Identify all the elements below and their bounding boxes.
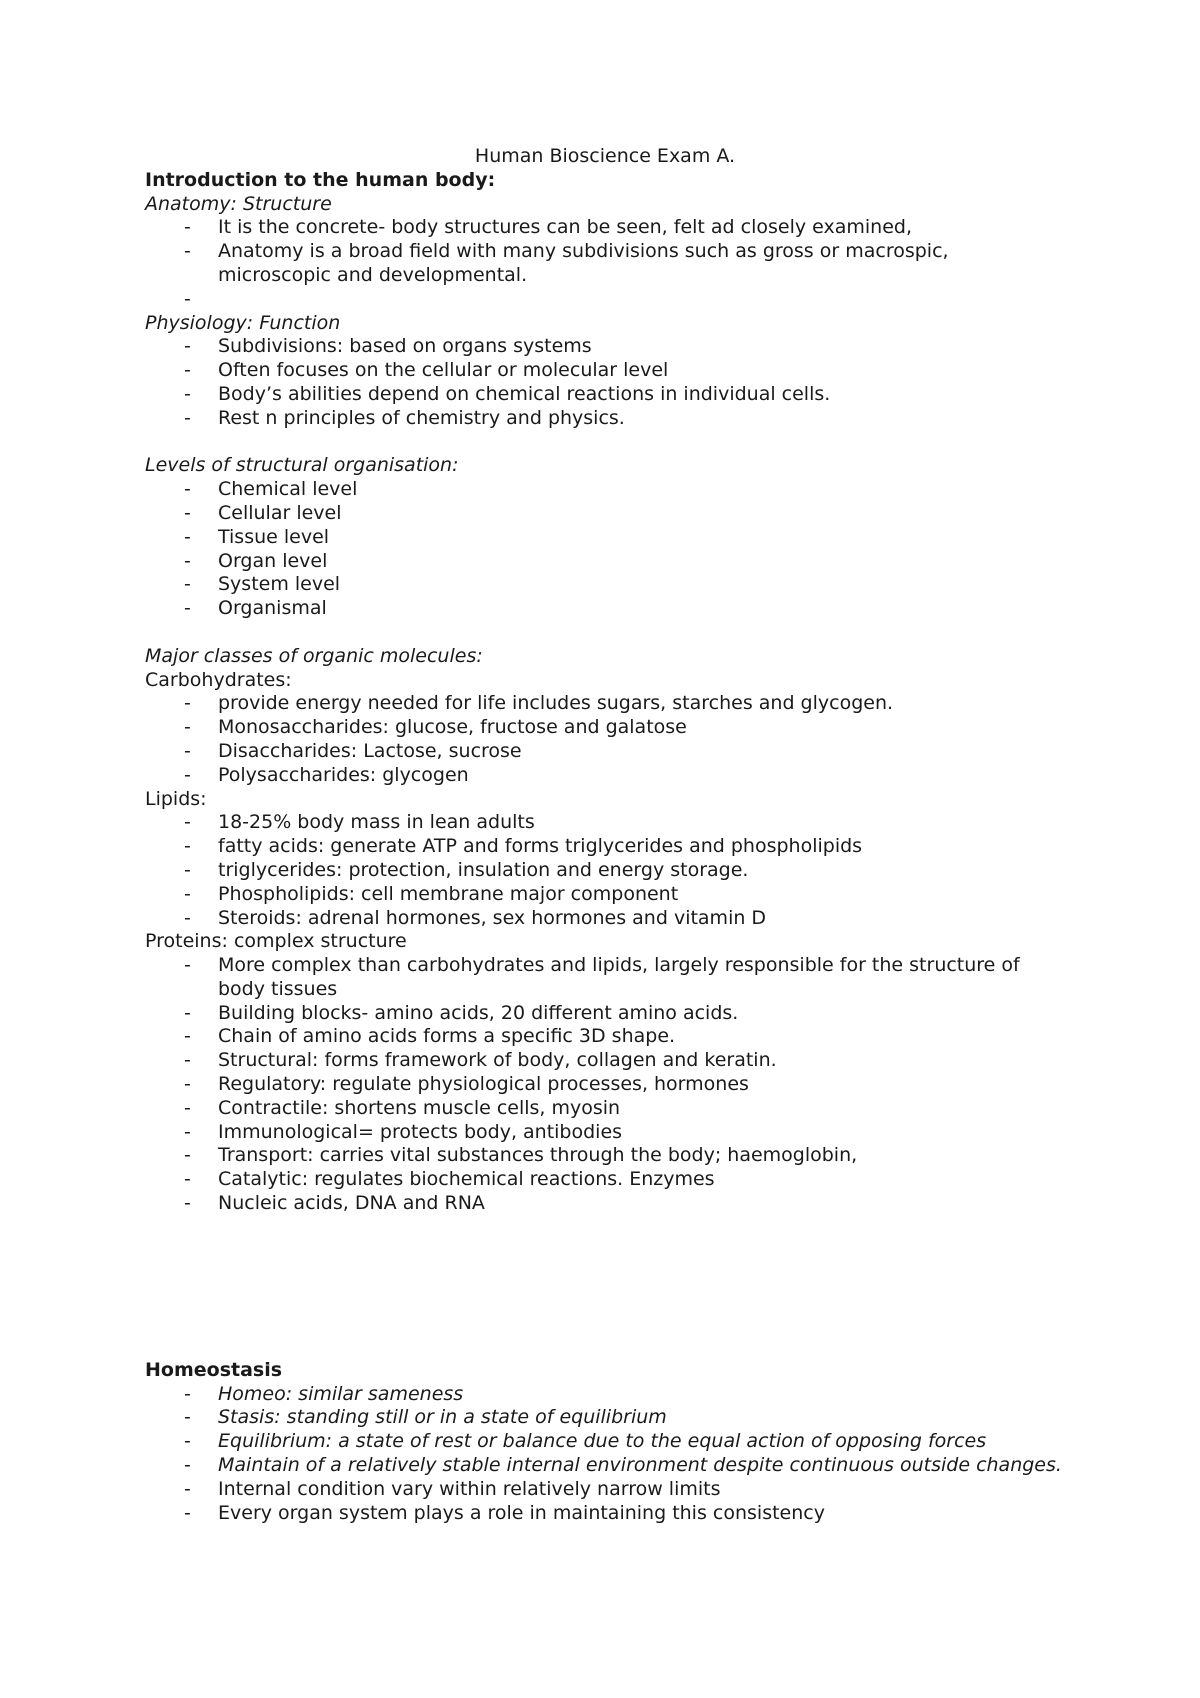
dash-marker: - — [184, 525, 191, 548]
dash-marker: - — [184, 1144, 191, 1167]
spacer — [145, 621, 1065, 645]
list-item-text: Rest n principles of chemistry and physics. — [218, 406, 625, 429]
list-item — [145, 597, 1065, 621]
physiology-list — [145, 335, 1065, 430]
list-item — [145, 1406, 1065, 1430]
dash-marker: - — [184, 335, 191, 358]
list-item-text: Subdivisions: based on organs systems — [218, 335, 592, 358]
lipids-heading: Lipids: — [145, 787, 207, 810]
list-item-text: Building blocks- amino acids, 20 different amino acids. — [218, 1001, 739, 1024]
levels-list — [145, 478, 1065, 621]
list-item-text: Anatomy is a broad field with many subdivisions such as gross or macrospic, microscopic and developmental. — [218, 240, 949, 286]
list-item-text: Steroids: adrenal hormones, sex hormones and vitamin D — [218, 906, 767, 929]
list-item — [145, 1502, 1065, 1526]
list-item — [145, 550, 1065, 574]
list-item — [145, 954, 1065, 1002]
list-item-text: Internal condition vary within relatively narrow limits — [218, 1477, 721, 1500]
list-item-text: Maintain of a relatively stable internal environment despite continuous outside changes. — [218, 1454, 1062, 1477]
proteins-heading: Proteins: complex structure — [145, 930, 407, 953]
dash-marker: - — [184, 478, 191, 501]
list-item — [145, 1049, 1065, 1073]
list-item — [145, 859, 1065, 883]
list-item-text: Catalytic: regulates biochemical reactions. Enzymes — [218, 1168, 715, 1191]
dash-marker: - — [184, 1477, 191, 1500]
list-item — [145, 1073, 1065, 1097]
list-item-text: Regulatory: regulate physiological processes, hormones — [218, 1073, 749, 1096]
list-item — [145, 1002, 1065, 1026]
list-item — [145, 716, 1065, 740]
dash-marker: - — [184, 858, 191, 881]
list-item-text: Contractile: shortens muscle cells, myosin — [218, 1096, 621, 1119]
list-item — [145, 478, 1065, 502]
proteins-list — [145, 954, 1065, 1216]
dash-marker: - — [184, 216, 191, 239]
list-item — [145, 1121, 1065, 1145]
dash-marker: - — [184, 1192, 191, 1215]
dash-marker: - — [184, 692, 191, 715]
list-item — [145, 359, 1065, 383]
list-item-text: triglycerides: protection, insulation and energy storage. — [218, 858, 749, 881]
list-item — [145, 407, 1065, 431]
list-item-text: Cellular level — [218, 501, 342, 524]
list-item — [145, 1430, 1065, 1454]
dash-marker: - — [184, 763, 191, 786]
dash-marker: - — [184, 739, 191, 762]
list-item-text: It is the concrete- body structures can be seen, felt ad closely examined, — [218, 216, 913, 239]
list-item-text: Stasis: standing still or in a state of equilibrium — [218, 1406, 667, 1429]
list-item — [145, 1168, 1065, 1192]
list-item — [145, 811, 1065, 835]
list-item-text: Chain of amino acids forms a specific 3D shape. — [218, 1025, 676, 1048]
dash-marker: - — [184, 1025, 191, 1048]
list-item-text: 18-25% body mass in lean adults — [218, 811, 535, 834]
dash-marker: - — [184, 954, 191, 977]
molecules-heading: Major classes of organic molecules: — [145, 644, 483, 667]
anatomy-heading: Anatomy: Structure — [145, 192, 332, 215]
homeostasis-heading: Homeostasis — [145, 1358, 283, 1381]
dash-marker: - — [184, 906, 191, 929]
list-item-text: Nucleic acids, DNA and RNA — [218, 1192, 485, 1215]
spacer — [145, 431, 1065, 455]
list-item-text: Homeo: similar sameness — [218, 1382, 464, 1405]
list-item-text: Monosaccharides: glucose, fructose and galatose — [218, 716, 687, 739]
list-item-text: provide energy needed for life includes sugars, starches and glycogen. — [218, 692, 894, 715]
dash-marker: - — [184, 573, 191, 596]
dash-marker: - — [184, 406, 191, 429]
list-item-text: Body’s abilities depend on chemical reactions in individual cells. — [218, 382, 831, 405]
dash-marker: - — [184, 1501, 191, 1524]
homeostasis-list — [145, 1478, 1065, 1526]
list-item — [145, 883, 1065, 907]
dash-marker: - — [184, 1073, 191, 1096]
dash-marker: - — [184, 240, 191, 263]
dash-marker: - — [184, 1406, 191, 1429]
dash-marker: - — [184, 811, 191, 834]
dash-marker: - — [184, 359, 191, 382]
list-item-text: Phospholipids: cell membrane major component — [218, 882, 679, 905]
list-item-text: Tissue level — [218, 525, 330, 548]
list-item-text: Organ level — [218, 549, 328, 572]
list-item — [145, 1383, 1065, 1407]
list-item — [145, 383, 1065, 407]
dash-marker: - — [184, 1382, 191, 1405]
dash-marker: - — [184, 382, 191, 405]
homeostasis-definitions-list — [145, 1383, 1065, 1478]
list-item — [145, 502, 1065, 526]
list-item — [145, 216, 1065, 240]
dash-marker: - — [184, 549, 191, 572]
list-item — [145, 1454, 1065, 1478]
dash-marker: - — [184, 716, 191, 739]
anatomy-list — [145, 216, 1065, 311]
dash-marker: - — [184, 1168, 191, 1191]
list-item — [145, 288, 1065, 312]
dash-marker: - — [184, 1430, 191, 1453]
carbohydrates-list — [145, 692, 1065, 787]
intro-heading: Introduction to the human body: — [145, 168, 496, 191]
list-item-text: More complex than carbohydrates and lipids, largely responsible for the structure of body tissues — [218, 954, 1020, 1000]
document-title: Human Bioscience Exam A. — [474, 145, 736, 167]
list-item-text: Disaccharides: Lactose, sucrose — [218, 739, 522, 762]
dash-marker: - — [184, 1120, 191, 1143]
dash-marker: - — [184, 287, 191, 310]
spacer — [145, 1216, 1065, 1359]
list-item — [145, 835, 1065, 859]
list-item-text: Organismal — [218, 597, 327, 620]
dash-marker: - — [184, 501, 191, 524]
list-item — [145, 1025, 1065, 1049]
dash-marker: - — [184, 597, 191, 620]
dash-marker: - — [184, 1001, 191, 1024]
list-item — [145, 907, 1065, 931]
list-item — [145, 692, 1065, 716]
list-item-text: Polysaccharides: glycogen — [218, 763, 469, 786]
list-item-text: Chemical level — [218, 478, 358, 501]
list-item-text: System level — [218, 573, 341, 596]
list-item — [145, 335, 1065, 359]
document-content — [145, 145, 1065, 1525]
levels-heading: Levels of structural organisation: — [145, 454, 459, 477]
dash-marker: - — [184, 835, 191, 858]
list-item — [145, 573, 1065, 597]
list-item — [145, 240, 1065, 288]
list-item — [145, 1192, 1065, 1216]
list-item-text: Equilibrium: a state of rest or balance due to the equal action of opposing forces — [218, 1430, 987, 1453]
dash-marker: - — [184, 1454, 191, 1477]
list-item-text: Immunological= protects body, antibodies — [218, 1120, 623, 1143]
list-item-text: Often focuses on the cellular or molecular level — [218, 359, 669, 382]
physiology-heading: Physiology: Function — [145, 311, 341, 334]
list-item — [145, 526, 1065, 550]
list-item-text: Structural: forms framework of body, collagen and keratin. — [218, 1049, 777, 1072]
dash-marker: - — [184, 1049, 191, 1072]
list-item — [145, 740, 1065, 764]
list-item — [145, 764, 1065, 788]
list-item — [145, 1097, 1065, 1121]
list-item — [145, 1478, 1065, 1502]
list-item-text: fatty acids: generate ATP and forms triglycerides and phospholipids — [218, 835, 863, 858]
lipids-list — [145, 811, 1065, 930]
list-item — [145, 1144, 1065, 1168]
dash-marker: - — [184, 882, 191, 905]
dash-marker: - — [184, 1096, 191, 1119]
carbohydrates-heading: Carbohydrates: — [145, 668, 292, 691]
list-item-text: Transport: carries vital substances through the body; haemoglobin, — [218, 1144, 858, 1167]
list-item-text: Every organ system plays a role in maintaining this consistency — [218, 1501, 825, 1524]
